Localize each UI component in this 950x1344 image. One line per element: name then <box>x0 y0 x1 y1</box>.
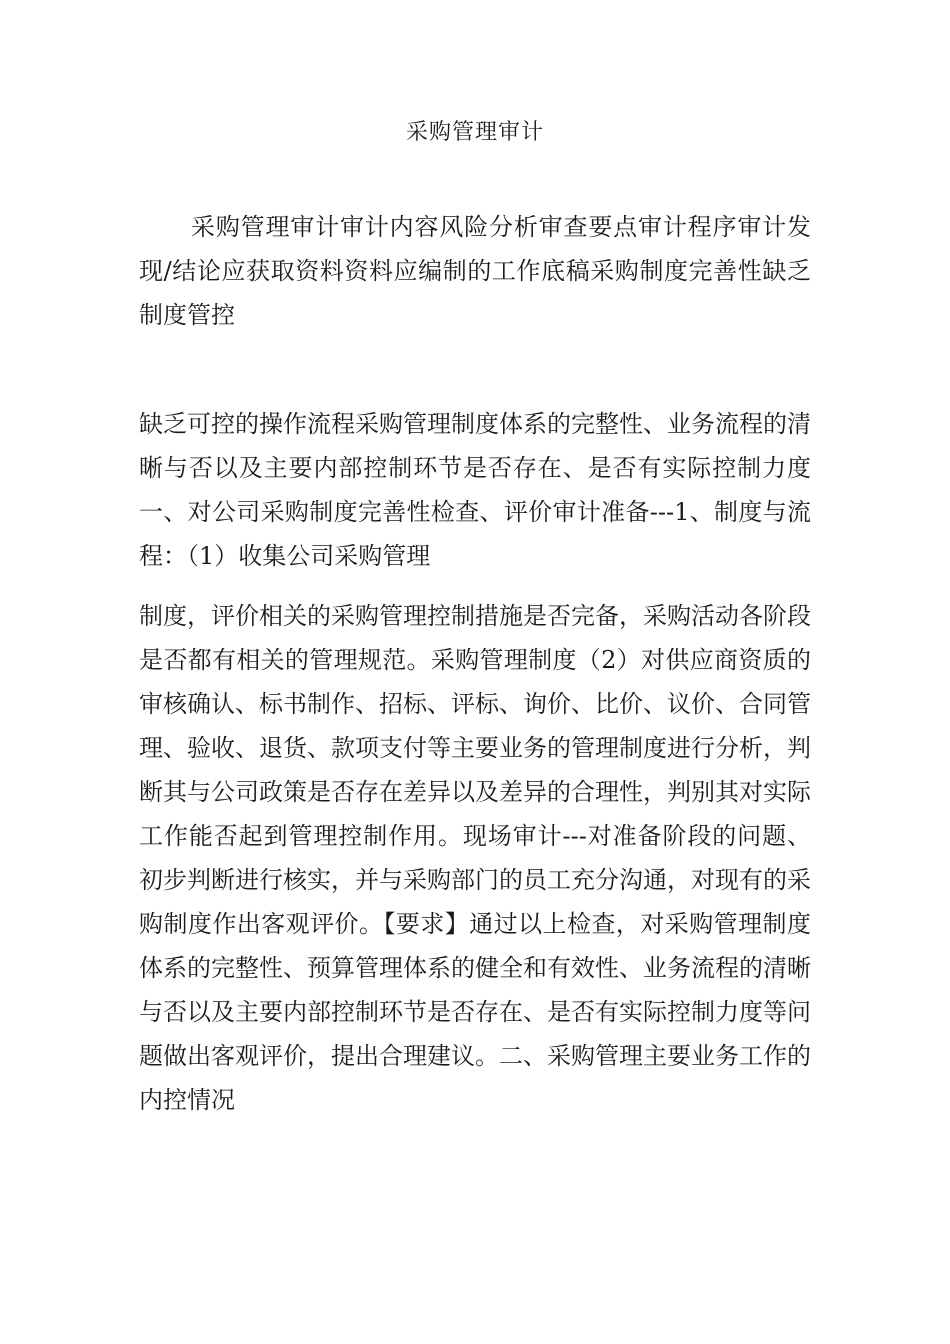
paragraph-body-1: 缺乏可控的操作流程采购管理制度体系的完整性、业务流程的清晰与否以及主要内部控制环节是否存在、是否有实际控制力度一、对公司采购制度完善性检查、评价审计准备---1、制度与流程：（1）收集公司采购管理 <box>139 410 811 570</box>
document-title: 采购管理审计 <box>405 120 544 145</box>
paragraph-intro: 采购管理审计审计内容风险分析审查要点审计程序审计发现/结论应获取资料资料应编制的工作底稿采购制度完善性缺乏制度管控 <box>139 213 811 329</box>
paragraph-body-2: 制度，评价相关的采购管理控制措施是否完备，采购活动各阶段是否都有相关的管理规范。采购管理制度（2）对供应商资质的审核确认、标书制作、招标、评标、询价、比价、议价、合同管理、验收、退货、款项支付等主要业务的管理制度进行分析，判断其与公司政策是否存在差异以及差异的合理性，判别其对实际工作能否起到管理控制作用。现场审计---对准备阶段的问题、初步判断进行核实，并与采购部门的员工充分沟通，对现有的采购制度作出客观评价。【要求】通过以上检查，对采购管理制度体系的完整性、预算管理体系的健全和有效性、业务流程的清晰与否以及主要内部控制环节是否存在、是否有实际控制力度等问题做出客观评价，提出合理建议。二、采购管理主要业务工作的内控情况 <box>139 602 811 1114</box>
